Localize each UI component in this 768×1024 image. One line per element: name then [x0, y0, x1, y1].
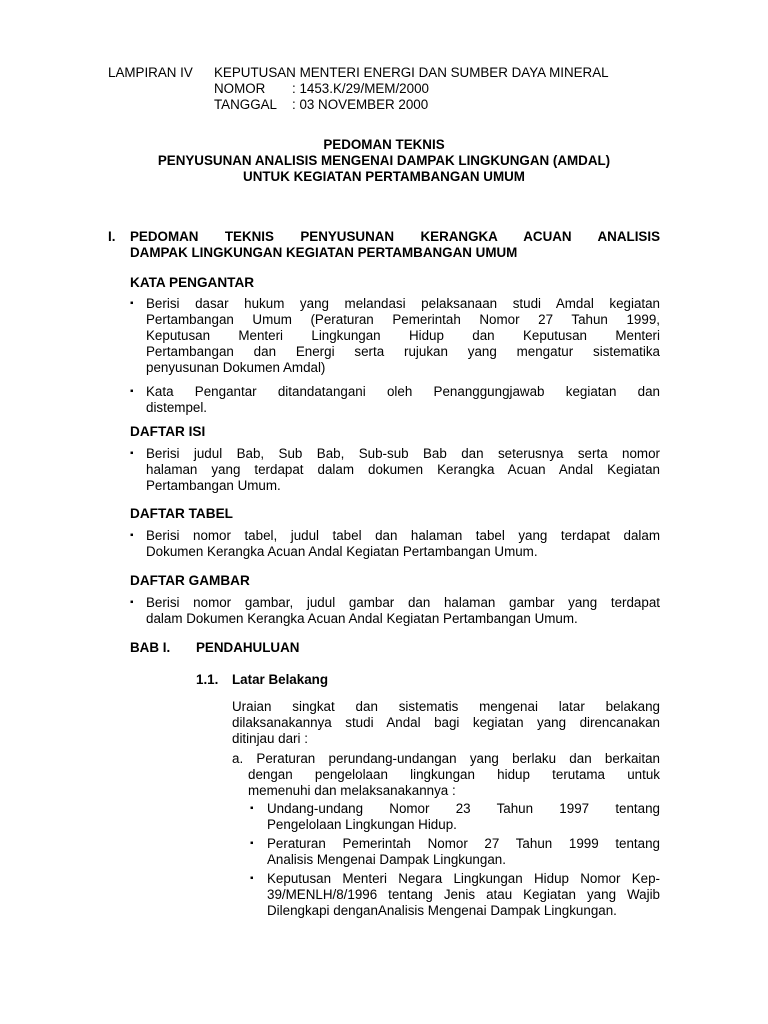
lampiran-label: LAMPIRAN IV — [108, 65, 193, 80]
kata-pengantar-list — [130, 296, 660, 424]
daftar-tabel-heading: DAFTAR TABEL — [130, 506, 233, 521]
bullet-icon: ▪ — [250, 873, 254, 884]
list-item: ▪ Peraturan Pemerintah Nomor 27 Tahun 1999 tentang Analisis Mengenai Dampak Lingkungan. — [250, 836, 660, 867]
title-line-1: PEDOMAN TEKNIS — [323, 137, 445, 152]
list-item: ▪ Kata Pengantar ditandatangani oleh Penanggungjawab kegiatan dan distempel. — [130, 384, 660, 415]
tanggal-label: TANGGAL — [214, 97, 277, 112]
section-heading-line-2: DAMPAK LINGKUNGAN KEGIATAN PERTAMBANGAN UMUM — [130, 245, 518, 260]
list-item: ▪ Keputusan Menteri Negara Lingkungan Hidup Nomor Kep- 39/MENLH/8/1996 tentang Jenis atau Kegiatan yang Wajib Dilengkapi denganAnalisis Mengenai Dampak Lingkungan. — [250, 871, 660, 918]
tanggal-value: : 03 NOVEMBER 2000 — [292, 97, 429, 112]
item-a-first-line: a. Peraturan perundang-undangan yang berlaku dan berkaitan — [232, 751, 660, 766]
subsection-1-1-heading — [196, 672, 328, 688]
subsection-number: 1.1. — [196, 672, 219, 687]
bab-1-heading — [130, 640, 299, 656]
bullet-icon: ▪ — [130, 597, 134, 608]
title-line-3: UNTUK KEGIATAN PERTAMBANGAN UMUM — [243, 169, 525, 184]
section-number: I. — [108, 229, 116, 244]
list-item: ▪ Berisi judul Bab, Sub Bab, Sub-sub Bab dan seterusnya serta nomor halaman yang terdapat dalam dokumen Kerangka Acuan Andal Kegiatan Pertambangan Umum. — [130, 446, 660, 493]
bab-title: PENDAHULUAN — [196, 640, 300, 655]
kata-pengantar-heading: KATA PENGANTAR — [130, 275, 255, 290]
daftar-tabel-list — [130, 528, 660, 568]
item-a: a. Peraturan perundang-undangan yang berlaku dan berkaitan dengan pengelolaan lingkungan hidup terutama untuk memenuhi dan melaksanakannya : — [232, 751, 660, 798]
nomor-value: : 1453.K/29/MEM/2000 — [292, 81, 429, 96]
bab-number: BAB I. — [130, 640, 171, 655]
subsection-title: Latar Belakang — [232, 672, 329, 687]
bullet-icon: ▪ — [130, 386, 134, 397]
list-item: ▪ Berisi nomor gambar, judul gambar dan halaman gambar yang terdapat dalam Dokumen Kerangka Acuan Andal Kegiatan Pertambangan Umum. — [130, 595, 660, 626]
section-1-heading — [108, 229, 660, 261]
daftar-gambar-list — [130, 595, 660, 635]
section-heading-line-1: PEDOMAN TEKNIS PENYUSUNAN KERANGKA ACUAN ANALISIS — [130, 229, 660, 244]
document-title — [0, 137, 768, 185]
title-line-2: PENYUSUNAN ANALISIS MENGENAI DAMPAK LINGKUNGAN (AMDAL) — [157, 153, 611, 168]
keputusan-title: KEPUTUSAN MENTERI ENERGI DAN SUMBER DAYA MINERAL — [214, 65, 609, 80]
list-item: ▪ Berisi dasar hukum yang melandasi pelaksanaan studi Amdal kegiatan Pertambangan Umum (Peraturan Pemerintah Nomor 27 Tahun 1999, Keputusan Menteri Lingkungan Hidup dan Keputusan Menteri Pertambangan dan Energi serta rujukan yang mengatur sistematika penyusunan Dokumen Amdal) — [130, 296, 660, 375]
list-item: ▪ Undang-undang Nomor 23 Tahun 1997 tentang Pengelolaan Lingkungan Hidup. — [250, 801, 660, 832]
nomor-label: NOMOR — [214, 81, 266, 96]
daftar-gambar-heading: DAFTAR GAMBAR — [130, 573, 250, 588]
bullet-icon: ▪ — [130, 298, 134, 309]
regulation-list — [250, 801, 660, 922]
daftar-isi-list — [130, 446, 660, 502]
bullet-icon: ▪ — [130, 448, 134, 459]
lampiran-header — [108, 65, 609, 113]
daftar-isi-heading: DAFTAR ISI — [130, 424, 206, 439]
bullet-icon: ▪ — [250, 838, 254, 849]
bullet-icon: ▪ — [250, 803, 254, 814]
bullet-icon: ▪ — [130, 530, 134, 541]
latar-belakang-paragraph: Uraian singkat dan sistematis mengenai latar belakang dilaksanakannya studi Andal bagi kegiatan yang direncanakan ditinjau dari : — [232, 699, 660, 746]
list-item: ▪ Berisi nomor tabel, judul tabel dan halaman tabel yang terdapat dalam Dokumen Kerangka Acuan Andal Kegiatan Pertambangan Umum. — [130, 528, 660, 559]
